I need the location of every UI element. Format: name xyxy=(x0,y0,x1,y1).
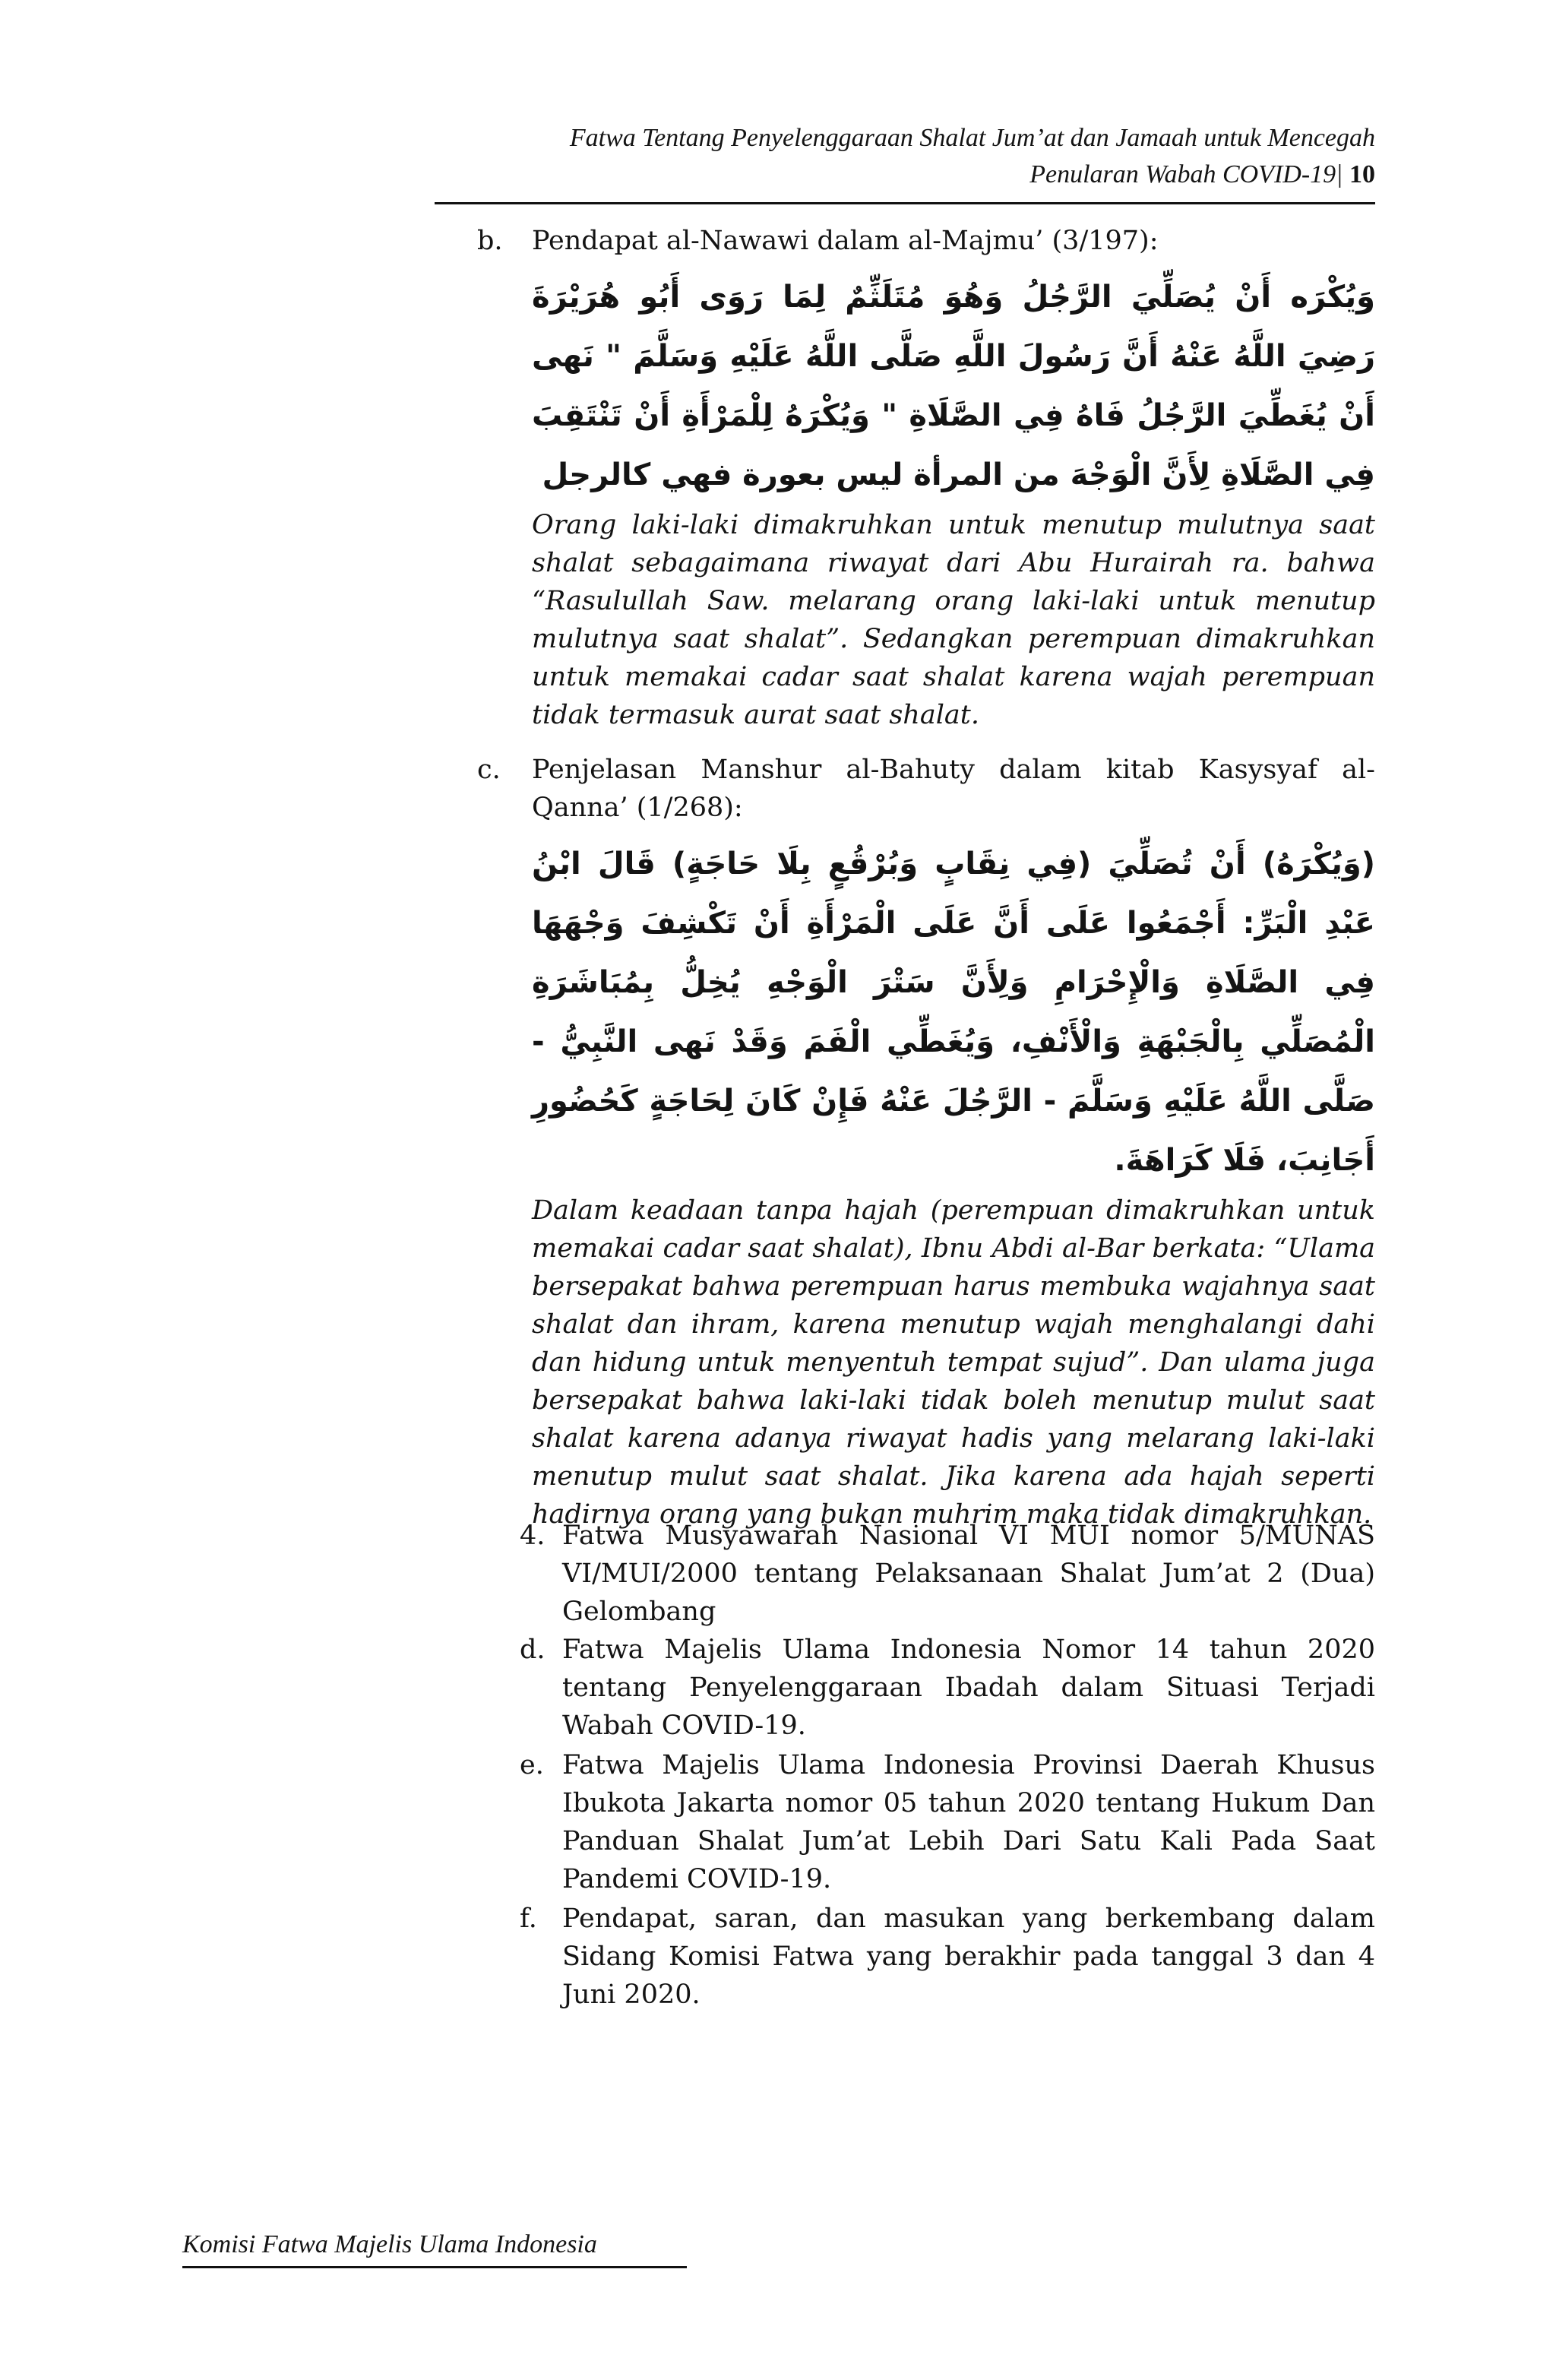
section-b xyxy=(477,222,1375,734)
page-number: 10 xyxy=(1349,160,1375,188)
section-c-marker: c. xyxy=(477,755,501,785)
section-c-arabic-quote: (وَيُكْرَهُ) أَنْ تُصَلِّيَ (فِي نِقَابٍ وَبُرْقُعٍ بِلَا حَاجَةٍ) قَالَ ابْنُ عَبْدِ الْبَرِّ: أَجْمَعُوا عَلَى أَنَّ عَلَى الْمَرْأَةِ أَنْ تَكْشِفَ وَجْهَهَا فِي الصَّلَاةِ وَالْإِحْرَامِ وَلِأَنَّ سَتْرَ الْوَجْهِ يُخِلُّ بِمُبَاشَرَةِ الْمُصَلِّي بِالْجَبْهَةِ وَالْأَنْفِ، وَيُغَطِّي الْفَمَ وَقَدْ نَهى النَّبِيُّ - صَلَّى اللَّهُ عَلَيْهِ وَسَلَّمَ - الرَّجُلَ عَنْهُ فَإِنْ كَانَ لِحَاجَةٍ كَحُضُورِ أَجَانِبَ، فَلَا كَرَاهَةَ. xyxy=(532,847,1375,1178)
list-item-4 xyxy=(520,1517,1375,1631)
list-item-marker: e. xyxy=(520,1750,544,1780)
list-item-marker: d. xyxy=(520,1635,546,1665)
footer-rule xyxy=(182,2266,687,2268)
section-b-marker: b. xyxy=(477,226,503,256)
section-c-title: Penjelasan Manshur al-Bahuty dalam kitab Kasysyaf al-Qanna’ (1/268): xyxy=(532,755,1375,823)
section-c-translation: Dalam keadaan tanpa hajah (perempuan dimakruhkan untuk memakai cadar saat shalat), Ibnu Abdi al-Bar berkata: “Ulama bersepakat bahwa perempuan harus membuka wajahnya saat shalat dan ihram, karena menutup wajah menghalangi dahi dan hidung untuk menyentuh tempat sujud”. Dan ulama juga bersepakat bahwa laki-laki tidak boleh menutup mulut saat shalat karena adanya riwayat hadis yang melarang laki-laki menutup mulut saat shalat. Jika karena ada hajah seperti hadirnya orang yang bukan muhrim maka tidak dimakruhkan. xyxy=(532,1195,1375,1530)
section-b-title: Pendapat al-Nawawi dalam al-Majmu’ (3/197): xyxy=(532,226,1159,256)
list-item-marker: f. xyxy=(520,1904,537,1934)
header-line-1: Fatwa Tentang Penyelenggaraan Shalat Jum’at dan Jamaah untuk Mencegah xyxy=(569,124,1375,152)
header-rule xyxy=(435,202,1375,204)
list-item-text: Fatwa Majelis Ulama Indonesia Nomor 14 tahun 2020 tentang Penyelenggaraan Ibadah dalam Situasi Terjadi Wabah COVID-19. xyxy=(562,1635,1375,1741)
header-separator: | xyxy=(1336,160,1343,188)
header-line-2 xyxy=(372,157,1375,193)
list-item-e xyxy=(520,1746,1375,1898)
list-item-text: Fatwa Majelis Ulama Indonesia Provinsi Daerah Khusus Ibukota Jakarta nomor 05 tahun 2020 tentang Hukum Dan Panduan Shalat Jum’at Lebih Dari Satu Kali Pada Saat Pandemi COVID-19. xyxy=(562,1750,1375,1894)
section-c xyxy=(477,751,1375,1533)
section-b-translation: Orang laki-laki dimakruhkan untuk menutup mulutnya saat shalat sebagaimana riwayat dari Abu Hurairah ra. bahwa “Rasulullah Saw. melarang orang laki-laki untuk menutup mulutnya saat shalat”. Sedangkan perempuan dimakruhkan untuk memakai cadar saat shalat karena wajah perempuan tidak termasuk aurat saat shalat. xyxy=(532,510,1375,730)
list-item-text: Pendapat, saran, dan masukan yang berkembang dalam Sidang Komisi Fatwa yang berakhir pada tanggal 3 dan 4 Juni 2020. xyxy=(562,1904,1375,2010)
running-header xyxy=(372,120,1375,193)
page-footer: Komisi Fatwa Majelis Ulama Indonesia xyxy=(182,2230,597,2258)
section-b-arabic-quote: وَيُكْرَه أَنْ يُصَلِّيَ الرَّجُلُ وَهُوَ مُتَلَثِّمٌ لِمَا رَوَى أَبُو هُرَيْرَةَ رَضِيَ اللَّهُ عَنْهُ أَنَّ رَسُولَ اللَّهِ صَلَّى اللَّهُ عَلَيْهِ وَسَلَّمَ " نَهى أَنْ يُغَطِّيَ الرَّجُلُ فَاهُ فِي الصَّلَاةِ " وَيُكْرَهُ لِلْمَرْأَةِ أَنْ تَنْتَقِبَ فِي الصَّلَاةِ لِأَنَّ الْوَجْهَ من المرأة ليس بعورة فهي كالرجل xyxy=(532,280,1375,492)
main-content xyxy=(477,222,1375,1541)
list-item-text: Fatwa Musyawarah Nasional VI MUI nomor 5/MUNAS VI/MUI/2000 tentang Pelaksanaan Shalat Jum’at 2 (Dua) Gelombang xyxy=(562,1521,1375,1627)
list-item-d xyxy=(520,1631,1375,1745)
header-line-2-text: Penularan Wabah COVID-19 xyxy=(1029,160,1336,188)
list-item-marker: 4. xyxy=(520,1521,546,1551)
list-item-f xyxy=(520,1900,1375,2014)
